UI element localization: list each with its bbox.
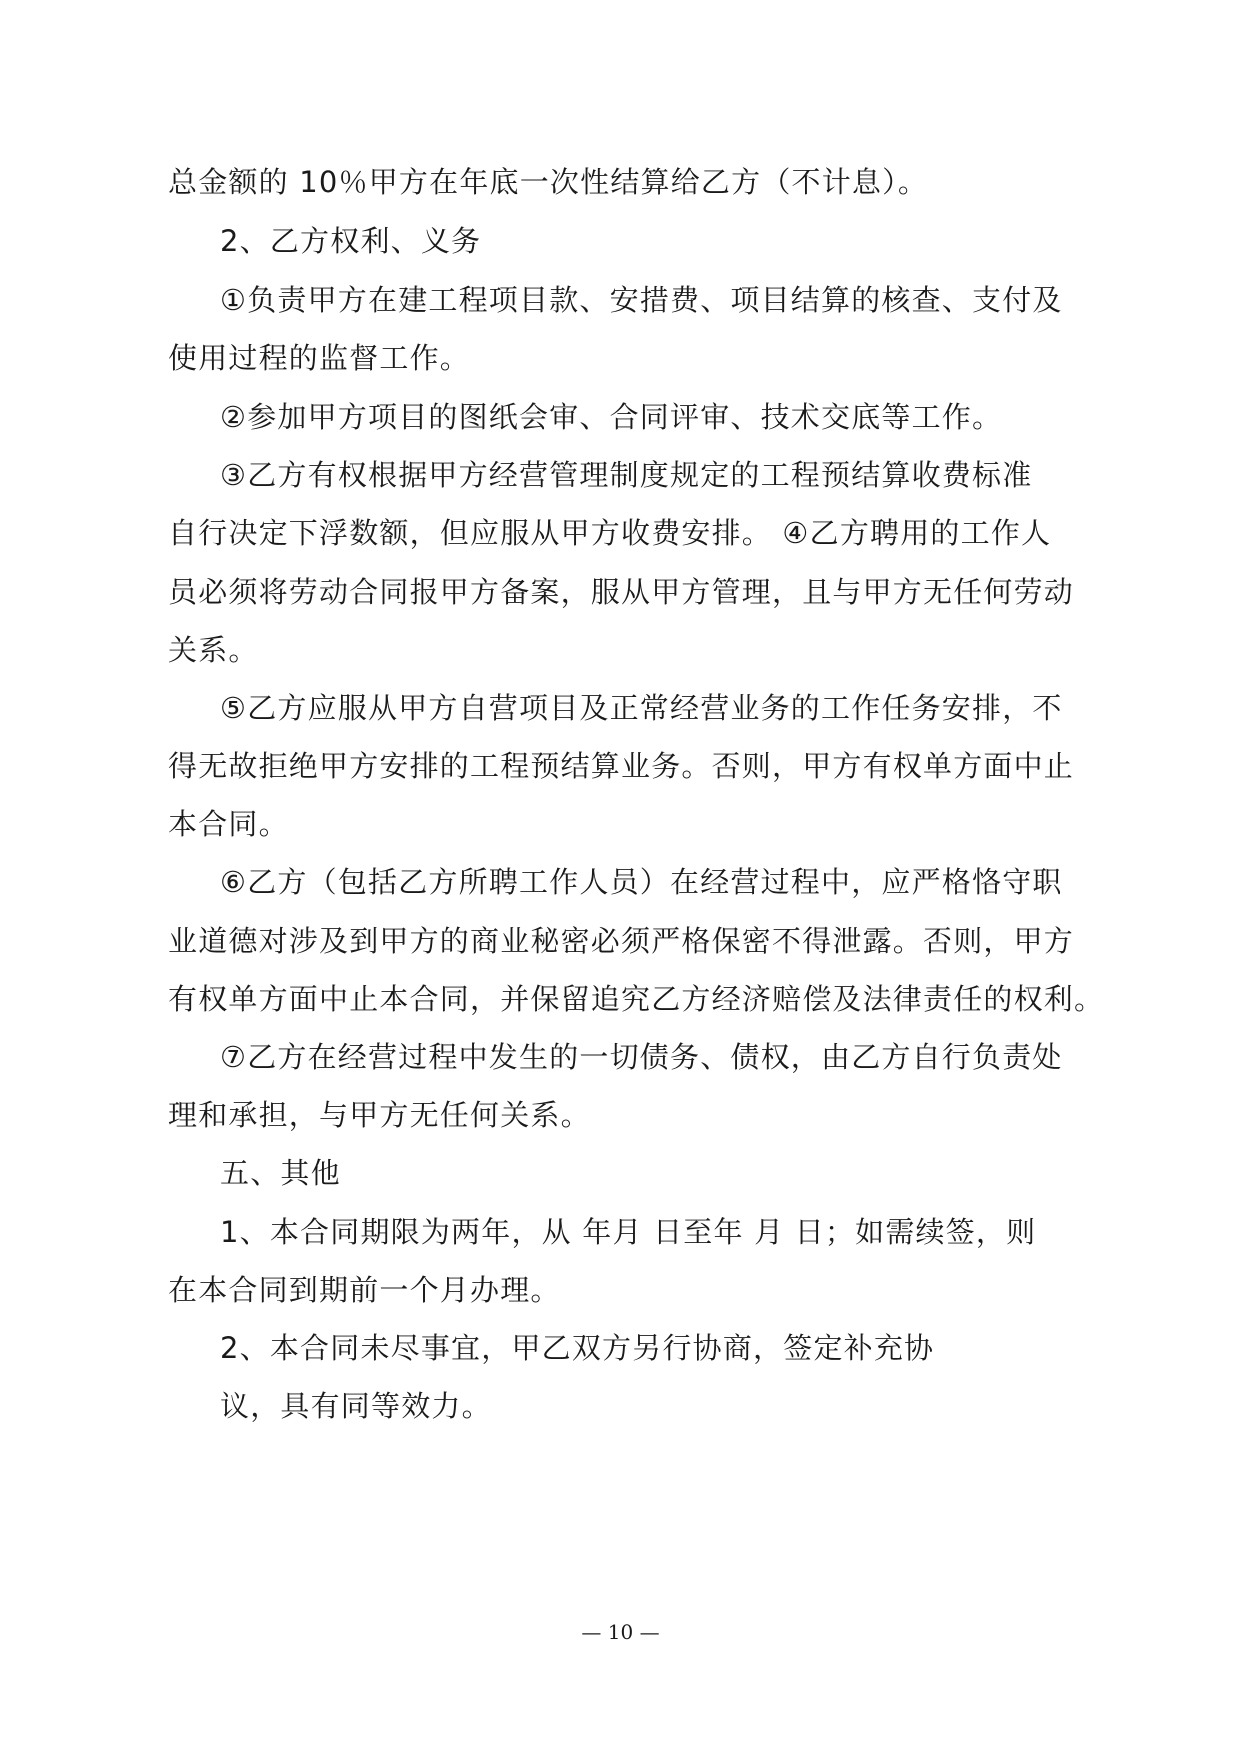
body-line: 1、本合同期限为两年，从 年月 日至年 月 日；如需续签，则 xyxy=(220,1215,1037,1249)
page-number: — 10 — xyxy=(581,1620,660,1644)
body-line: 得无故拒绝甲方安排的工程预结算业务。否则，甲方有权单方面中止 xyxy=(168,749,1075,783)
body-line: ②参加甲方项目的图纸会审、合同评审、技术交底等工作。 xyxy=(220,400,1003,434)
body-line: 关系。 xyxy=(168,633,259,667)
section-heading: 2、乙方权利、义务 xyxy=(220,224,482,258)
body-line: ③乙方有权根据甲方经营管理制度规定的工程预结算收费标准 xyxy=(220,458,1033,492)
body-line: 业道德对涉及到甲方的商业秘密必须严格保密不得泄露。否则，甲方 xyxy=(168,924,1075,958)
body-line: 理和承担，与甲方无任何关系。 xyxy=(168,1098,591,1132)
body-line: ⑤乙方应服从甲方自营项目及正常经营业务的工作任务安排，不 xyxy=(220,691,1063,725)
body-line: 自行决定下浮数额，但应服从甲方收费安排。 ④乙方聘用的工作人 xyxy=(168,516,1052,550)
section-heading: 五、其他 xyxy=(220,1156,341,1190)
body-line: 员必须将劳动合同报甲方备案，服从甲方管理，且与甲方无任何劳动 xyxy=(168,575,1075,609)
body-line: ⑦乙方在经营过程中发生的一切债务、债权，由乙方自行负责处 xyxy=(220,1040,1063,1074)
body-line: 在本合同到期前一个月办理。 xyxy=(168,1273,561,1307)
body-line: 总金额的 10％甲方在年底一次性结算给乙方（不计息）。 xyxy=(168,165,929,199)
body-line: 本合同。 xyxy=(168,807,289,841)
body-line: 有权单方面中止本合同，并保留追究乙方经济赔偿及法律责任的权利。 xyxy=(168,982,1105,1016)
body-line: 2、本合同未尽事宜，甲乙双方另行协商，签定补充协 xyxy=(220,1331,935,1365)
body-line: 使用过程的监督工作。 xyxy=(168,341,471,375)
body-line: ⑥乙方（包括乙方所聘工作人员）在经营过程中，应严格恪守职 xyxy=(220,865,1063,899)
body-line: 议，具有同等效力。 xyxy=(220,1389,492,1423)
body-line: ①负责甲方在建工程项目款、安措费、项目结算的核查、支付及 xyxy=(220,283,1063,317)
